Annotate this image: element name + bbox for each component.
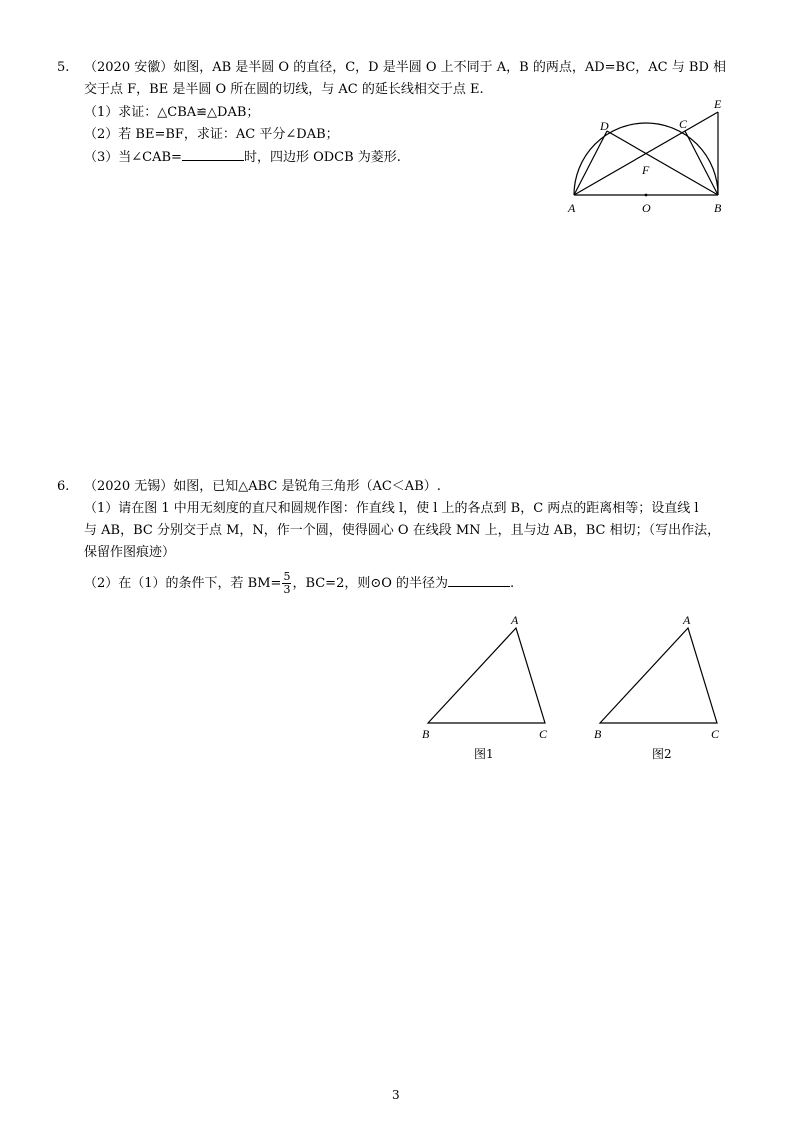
q6-part2-middle: ，BC=2，则⊙O 的半径为 [292, 576, 449, 591]
label-C: C [679, 117, 688, 131]
q6-part1-line3: 保留作图痕迹） [84, 545, 176, 560]
q5-semicircle-figure [560, 92, 740, 222]
fig2-label-A: A [683, 613, 691, 627]
fig2-label-C: C [711, 727, 720, 741]
q5-part3-prefix: （3）当∠CAB= [84, 150, 182, 165]
fig2-caption: 图2 [652, 747, 672, 761]
q5-number: 5. [57, 60, 70, 75]
triangle-figure-1 [418, 612, 568, 742]
page-number: 3 [392, 1088, 400, 1102]
q5-part1: （1）求证：△CBA≌△DAB； [84, 105, 260, 120]
q5-stem-line2: 交于点 F，BE 是半圆 O 所在圆的切线，与 AC 的延长线相交于点 E. [84, 82, 484, 97]
fraction-denominator: 3 [283, 583, 291, 596]
label-A: A [568, 201, 576, 215]
label-F: F [642, 163, 650, 177]
label-E: E [714, 97, 722, 111]
fig1-caption: 图1 [474, 747, 494, 761]
answer-blank[interactable] [182, 148, 244, 161]
fig1-label-A: A [511, 613, 519, 627]
label-O: O [642, 201, 651, 215]
fraction-numerator: 5 [283, 570, 291, 583]
q6-part2-prefix: （2）在（1）的条件下，若 BM= [84, 576, 282, 591]
q5-stem-line1: （2020 安徽）如图，AB 是半圆 O 的直径，C，D 是半圆 O 上不同于 A，B 的两点，AD=BC，AC 与 BD 相 [84, 60, 726, 75]
q6-part1-line2: 与 AB，BC 分别交于点 M，N，作一个圆，使得圆心 O 在线段 MN 上，且与边 AB，BC 相切；（写出作法， [84, 523, 721, 538]
q6-part1-line1: （1）请在图 1 中用无刻度的直尺和圆规作图：作直线 l，使 l 上的各点到 B，C 两点的距离相等；设直线 l [84, 501, 699, 516]
fig1-label-B: B [422, 727, 430, 741]
q5-part3-suffix: 时，四边形 ODCB 为菱形. [243, 150, 401, 165]
q6-part2 [84, 571, 514, 596]
q6-stem: （2020 无锡）如图，已知△ABC 是锐角三角形（AC＜AB）. [84, 479, 441, 494]
triangle-figure-2 [590, 612, 740, 742]
fig1-label-C: C [539, 727, 548, 741]
q5-part3 [84, 148, 401, 167]
label-D: D [600, 119, 609, 133]
fraction [282, 571, 291, 596]
answer-blank[interactable] [448, 574, 510, 587]
q6-part2-end: . [510, 576, 515, 591]
q5-part2: （2）若 BE=BF，求证：AC 平分∠DAB； [84, 127, 339, 142]
fig2-label-B: B [594, 727, 602, 741]
label-B: B [714, 201, 722, 215]
q6-number: 6. [57, 479, 70, 494]
